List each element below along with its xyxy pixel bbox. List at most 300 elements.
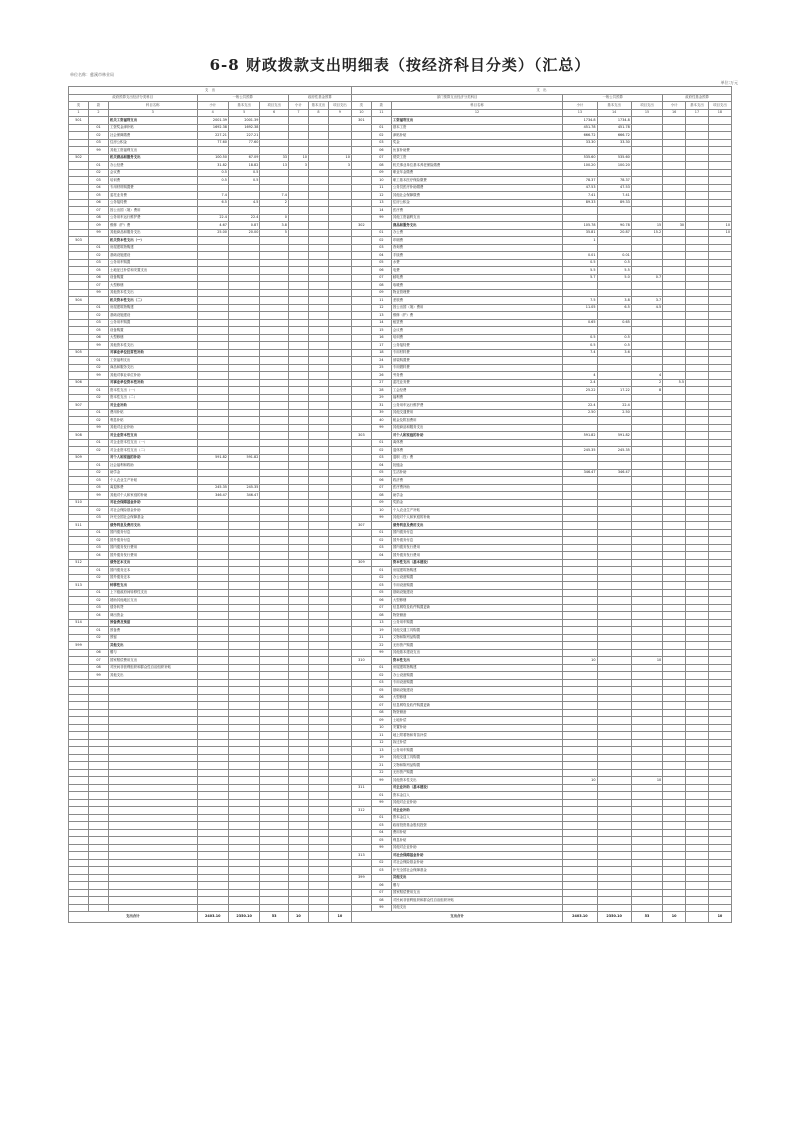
amount-cell: [597, 897, 631, 905]
amount-cell: 0.65: [563, 319, 597, 327]
account-name: 伙食补助费: [391, 147, 562, 155]
amount-cell: [228, 372, 259, 380]
account-name: 资本金注入: [391, 814, 562, 822]
category-code: [69, 732, 89, 740]
category-code: [69, 709, 89, 717]
amount-cell: [328, 372, 351, 380]
amount-cell: [631, 499, 662, 507]
amount-cell: [663, 769, 686, 777]
account-name: 机关资本性支出（一）: [108, 237, 197, 245]
amount-cell: [686, 492, 709, 500]
amount-cell: [197, 252, 228, 260]
col-basic: 基本支出: [308, 102, 328, 110]
amount-cell: [228, 274, 259, 282]
amount-cell: [663, 154, 686, 162]
category-code: [351, 829, 371, 837]
amount-cell: [597, 634, 631, 642]
amount-cell: [197, 702, 228, 710]
amount-cell: [708, 747, 731, 755]
amount-cell: [308, 154, 328, 162]
amount-cell: [686, 357, 709, 365]
amount-cell: [308, 567, 328, 575]
category-code: [351, 147, 371, 155]
amount-cell: [631, 342, 662, 350]
item-code: 09: [371, 289, 391, 297]
amount-cell: [308, 537, 328, 545]
amount-cell: [308, 357, 328, 365]
item-code: 03: [371, 822, 391, 830]
account-name: 赠与: [108, 649, 197, 657]
category-code: [69, 672, 89, 680]
amount-cell: [197, 462, 228, 470]
amount-cell: [228, 349, 259, 357]
col-subtotal: 小计: [663, 102, 686, 110]
amount-cell: [197, 672, 228, 680]
amount-cell: [563, 207, 597, 215]
category-code: [69, 184, 89, 192]
amount-cell: [308, 499, 328, 507]
column-number: 15: [631, 109, 662, 117]
amount-cell: [260, 814, 289, 822]
account-name: 个人农业生产补贴: [391, 507, 562, 515]
amount-cell: [197, 439, 228, 447]
amount-cell: [228, 192, 259, 200]
amount-cell: [288, 417, 308, 425]
amount-cell: 346.47: [197, 492, 228, 500]
amount-cell: [563, 612, 597, 620]
amount-cell: [708, 649, 731, 657]
account-name: 绩效工资: [391, 154, 562, 162]
amount-cell: [328, 904, 351, 912]
amount-cell: [197, 807, 228, 815]
account-name: 委托业务费: [391, 379, 562, 387]
amount-cell: [288, 394, 308, 402]
category-code: [69, 694, 89, 702]
amount-cell: [260, 169, 289, 177]
amount-cell: [228, 477, 259, 485]
amount-cell: [597, 747, 631, 755]
account-name: 其他商品和服务支出: [391, 424, 562, 432]
account-name: 资本性支出（二）: [108, 394, 197, 402]
amount-cell: [708, 852, 731, 860]
amount-cell: 2001.39: [228, 117, 259, 125]
account-name: 医疗费补助: [391, 484, 562, 492]
amount-cell: [663, 252, 686, 260]
amount-cell: [563, 732, 597, 740]
table-row: [69, 822, 732, 830]
category-code: [69, 814, 89, 822]
amount-cell: [631, 559, 662, 567]
table-row: [69, 162, 732, 170]
amount-cell: 20.87: [597, 229, 631, 237]
amount-cell: [631, 417, 662, 425]
amount-cell: [708, 582, 731, 590]
amount-cell: [228, 769, 259, 777]
column-number: 14: [597, 109, 631, 117]
table-row: [69, 777, 732, 785]
account-name: 其他支出: [391, 904, 562, 912]
item-code: 13: [371, 619, 391, 627]
amount-cell: [288, 717, 308, 725]
amount-cell: [631, 447, 662, 455]
amount-cell: [663, 454, 686, 462]
amount-cell: [708, 124, 731, 132]
amount-cell: [686, 642, 709, 650]
amount-cell: [631, 327, 662, 335]
amount-cell: [631, 169, 662, 177]
amount-cell: [288, 387, 308, 395]
category-code: [69, 904, 89, 912]
amount-cell: [328, 619, 351, 627]
account-name: 手续费: [391, 252, 562, 260]
item-code: [88, 642, 108, 650]
amount-cell: [228, 297, 259, 305]
amount-cell: [631, 544, 662, 552]
amount-cell: [260, 724, 289, 732]
amount-cell: [228, 777, 259, 785]
amount-cell: [197, 244, 228, 252]
amount-cell: [631, 349, 662, 357]
amount-cell: [686, 477, 709, 485]
amount-cell: [708, 267, 731, 275]
account-name: [108, 897, 197, 905]
account-name: 国内债务发行费用: [108, 544, 197, 552]
item-code: [88, 822, 108, 830]
amount-cell: [328, 229, 351, 237]
amount-cell: [288, 499, 308, 507]
amount-cell: [197, 829, 228, 837]
amount-cell: [563, 169, 597, 177]
amount-cell: [328, 169, 351, 177]
account-name: 赠与: [391, 882, 562, 890]
column-number: 18: [708, 109, 731, 117]
amount-cell: [308, 844, 328, 852]
account-name: 国外债务付息: [108, 537, 197, 545]
amount-cell: [260, 597, 289, 605]
amount-cell: [288, 447, 308, 455]
category-code: [69, 552, 89, 560]
amount-cell: [308, 492, 328, 500]
amount-cell: 47.53: [563, 184, 597, 192]
amount-cell: [328, 424, 351, 432]
item-code: 02: [371, 672, 391, 680]
category-code: [351, 484, 371, 492]
amount-cell: [228, 889, 259, 897]
amount-cell: [308, 552, 328, 560]
amount-cell: [328, 139, 351, 147]
amount-cell: [686, 792, 709, 800]
amount-cell: 35.81: [563, 229, 597, 237]
amount-cell: [631, 469, 662, 477]
amount-cell: 1692.38: [228, 124, 259, 132]
amount-cell: [597, 499, 631, 507]
amount-cell: [197, 327, 228, 335]
amount-cell: 31.82: [197, 162, 228, 170]
item-code: 01: [88, 244, 108, 252]
amount-cell: [563, 597, 597, 605]
col-item: 款: [371, 102, 391, 110]
item-code: 99: [371, 214, 391, 222]
amount-cell: [308, 799, 328, 807]
amount-cell: 346.47: [563, 469, 597, 477]
column-number: 17: [686, 109, 709, 117]
amount-cell: [260, 679, 289, 687]
amount-cell: [228, 897, 259, 905]
category-code: [351, 649, 371, 657]
amount-cell: [631, 792, 662, 800]
amount-cell: [563, 147, 597, 155]
amount-cell: [708, 724, 731, 732]
amount-cell: [597, 537, 631, 545]
amount-cell: [197, 357, 228, 365]
amount-cell: [308, 424, 328, 432]
amount-cell: [708, 184, 731, 192]
account-name: 房屋建筑物购建: [391, 664, 562, 672]
table-row: [69, 754, 732, 762]
account-name: [108, 807, 197, 815]
category-code: [351, 859, 371, 867]
amount-cell: [708, 199, 731, 207]
col-project: 项目支出: [631, 102, 662, 110]
amount-cell: [260, 702, 289, 710]
account-name: 奖励金: [391, 499, 562, 507]
amount-cell: [288, 672, 308, 680]
amount-cell: [228, 784, 259, 792]
amount-cell: [288, 184, 308, 192]
amount-cell: [563, 424, 597, 432]
amount-cell: [631, 604, 662, 612]
amount-cell: [228, 904, 259, 912]
amount-cell: 100.20: [597, 162, 631, 170]
category-code: [351, 679, 371, 687]
amount-cell: [663, 214, 686, 222]
amount-cell: [597, 477, 631, 485]
account-name: 利息补贴: [108, 417, 197, 425]
item-code: [88, 379, 108, 387]
table-row: [69, 904, 732, 912]
table-row: [69, 477, 732, 485]
amount-cell: 2: [631, 379, 662, 387]
amount-cell: [228, 244, 259, 252]
amount-cell: [663, 859, 686, 867]
table-row: [69, 687, 732, 695]
amount-cell: [260, 649, 289, 657]
col-basic: 基本支出: [228, 102, 259, 110]
amount-cell: [563, 822, 597, 830]
category-code: [69, 567, 89, 575]
amount-cell: [288, 222, 308, 230]
account-name: 被装购置费: [391, 357, 562, 365]
item-code: [371, 432, 391, 440]
amount-cell: 18.82: [228, 162, 259, 170]
amount-cell: [328, 574, 351, 582]
amount-cell: 67.09: [228, 154, 259, 162]
amount-cell: [563, 567, 597, 575]
table-row: [69, 297, 732, 305]
amount-cell: 0.5: [563, 259, 597, 267]
column-number: 2: [88, 109, 108, 117]
amount-cell: [597, 394, 631, 402]
category-code: [69, 754, 89, 762]
amount-cell: [260, 634, 289, 642]
amount-cell: 1734.8: [563, 117, 597, 125]
category-code: [69, 649, 89, 657]
amount-cell: [260, 567, 289, 575]
amount-cell: [260, 582, 289, 590]
category-code: [351, 259, 371, 267]
category-code: 399: [351, 874, 371, 882]
amount-cell: [708, 867, 731, 875]
amount-cell: [260, 147, 289, 155]
amount-cell: [328, 672, 351, 680]
amount-cell: 0.01: [597, 252, 631, 260]
amount-cell: [228, 357, 259, 365]
account-name: [108, 762, 197, 770]
item-code: 07: [371, 484, 391, 492]
amount-cell: [260, 837, 289, 845]
table-row: [69, 177, 732, 185]
amount-cell: [308, 267, 328, 275]
account-name: 设备购置: [108, 327, 197, 335]
amount-cell: 10: [563, 777, 597, 785]
amount-cell: [228, 672, 259, 680]
amount-cell: [288, 132, 308, 140]
item-code: 02: [371, 859, 391, 867]
account-name: 机关资本性支出（二）: [108, 297, 197, 305]
amount-cell: [228, 747, 259, 755]
amount-cell: [631, 507, 662, 515]
category-code: [351, 574, 371, 582]
amount-cell: [631, 747, 662, 755]
amount-cell: [686, 349, 709, 357]
item-code: 06: [371, 477, 391, 485]
item-code: 03: [371, 582, 391, 590]
amount-cell: [631, 844, 662, 852]
amount-cell: [308, 454, 328, 462]
amount-cell: [288, 244, 308, 252]
category-code: [351, 889, 371, 897]
amount-cell: 6.5: [197, 199, 228, 207]
amount-cell: [597, 379, 631, 387]
amount-cell: [328, 447, 351, 455]
amount-cell: [708, 387, 731, 395]
category-code: [351, 589, 371, 597]
item-code: [88, 867, 108, 875]
amount-cell: [597, 792, 631, 800]
amount-cell: [228, 312, 259, 320]
amount-cell: [686, 769, 709, 777]
table-row: [69, 597, 732, 605]
category-code: [69, 477, 89, 485]
amount-cell: 0.7: [631, 274, 662, 282]
item-code: 05: [371, 589, 391, 597]
item-code: 03: [371, 544, 391, 552]
amount-cell: [328, 312, 351, 320]
account-name: [108, 732, 197, 740]
amount-cell: [631, 477, 662, 485]
amount-cell: [663, 612, 686, 620]
amount-cell: [308, 814, 328, 822]
amount-cell: [228, 559, 259, 567]
item-code: 02: [88, 597, 108, 605]
amount-cell: [597, 147, 631, 155]
amount-cell: [563, 589, 597, 597]
amount-cell: [228, 574, 259, 582]
col-subtotal: 小计: [288, 102, 308, 110]
amount-cell: [288, 372, 308, 380]
col-project: 项目支出: [328, 102, 351, 110]
category-code: [69, 837, 89, 845]
amount-cell: [708, 544, 731, 552]
category-code: 501: [69, 117, 89, 125]
amount-cell: [708, 132, 731, 140]
amount-cell: [686, 649, 709, 657]
amount-cell: [708, 297, 731, 305]
amount-cell: [631, 147, 662, 155]
amount-cell: [708, 687, 731, 695]
amount-cell: [597, 687, 631, 695]
item-code: 11: [371, 297, 391, 305]
amount-cell: [308, 859, 328, 867]
item-code: 01: [88, 162, 108, 170]
account-name: 印刷费: [391, 237, 562, 245]
amount-cell: [228, 694, 259, 702]
amount-cell: [288, 484, 308, 492]
category-code: [69, 469, 89, 477]
account-name: 土地征迁补偿和安置支出: [108, 267, 197, 275]
amount-cell: [308, 747, 328, 755]
item-code: 05: [88, 267, 108, 275]
amount-cell: [563, 394, 597, 402]
amount-cell: 3.8: [597, 297, 631, 305]
amount-cell: 0.65: [597, 319, 631, 327]
amount-cell: [260, 747, 289, 755]
amount-cell: [597, 597, 631, 605]
amount-cell: 451.78: [597, 124, 631, 132]
col-project: 项目支出: [260, 102, 289, 110]
amount-cell: [328, 649, 351, 657]
amount-cell: [228, 394, 259, 402]
amount-cell: [228, 829, 259, 837]
amount-cell: 8: [631, 387, 662, 395]
account-name: 办公经费: [108, 162, 197, 170]
account-name: 工资福利支出: [108, 357, 197, 365]
amount-cell: [328, 252, 351, 260]
amount-cell: [686, 162, 709, 170]
amount-cell: [686, 627, 709, 635]
col-item: 款: [88, 102, 108, 110]
amount-cell: [563, 754, 597, 762]
amount-cell: 7.4: [563, 349, 597, 357]
item-code: [88, 694, 108, 702]
amount-cell: [288, 297, 308, 305]
item-code: 99: [371, 844, 391, 852]
account-name: 费用补贴: [391, 829, 562, 837]
amount-cell: [328, 199, 351, 207]
account-name: 离退休费: [108, 484, 197, 492]
amount-cell: [228, 259, 259, 267]
amount-cell: [308, 754, 328, 762]
amount-cell: [708, 514, 731, 522]
amount-cell: [663, 657, 686, 665]
amount-cell: [563, 814, 597, 822]
amount-cell: [328, 117, 351, 125]
item-code: 03: [88, 319, 108, 327]
amount-cell: [631, 334, 662, 342]
amount-cell: [288, 559, 308, 567]
amount-cell: [563, 439, 597, 447]
amount-cell: [288, 282, 308, 290]
